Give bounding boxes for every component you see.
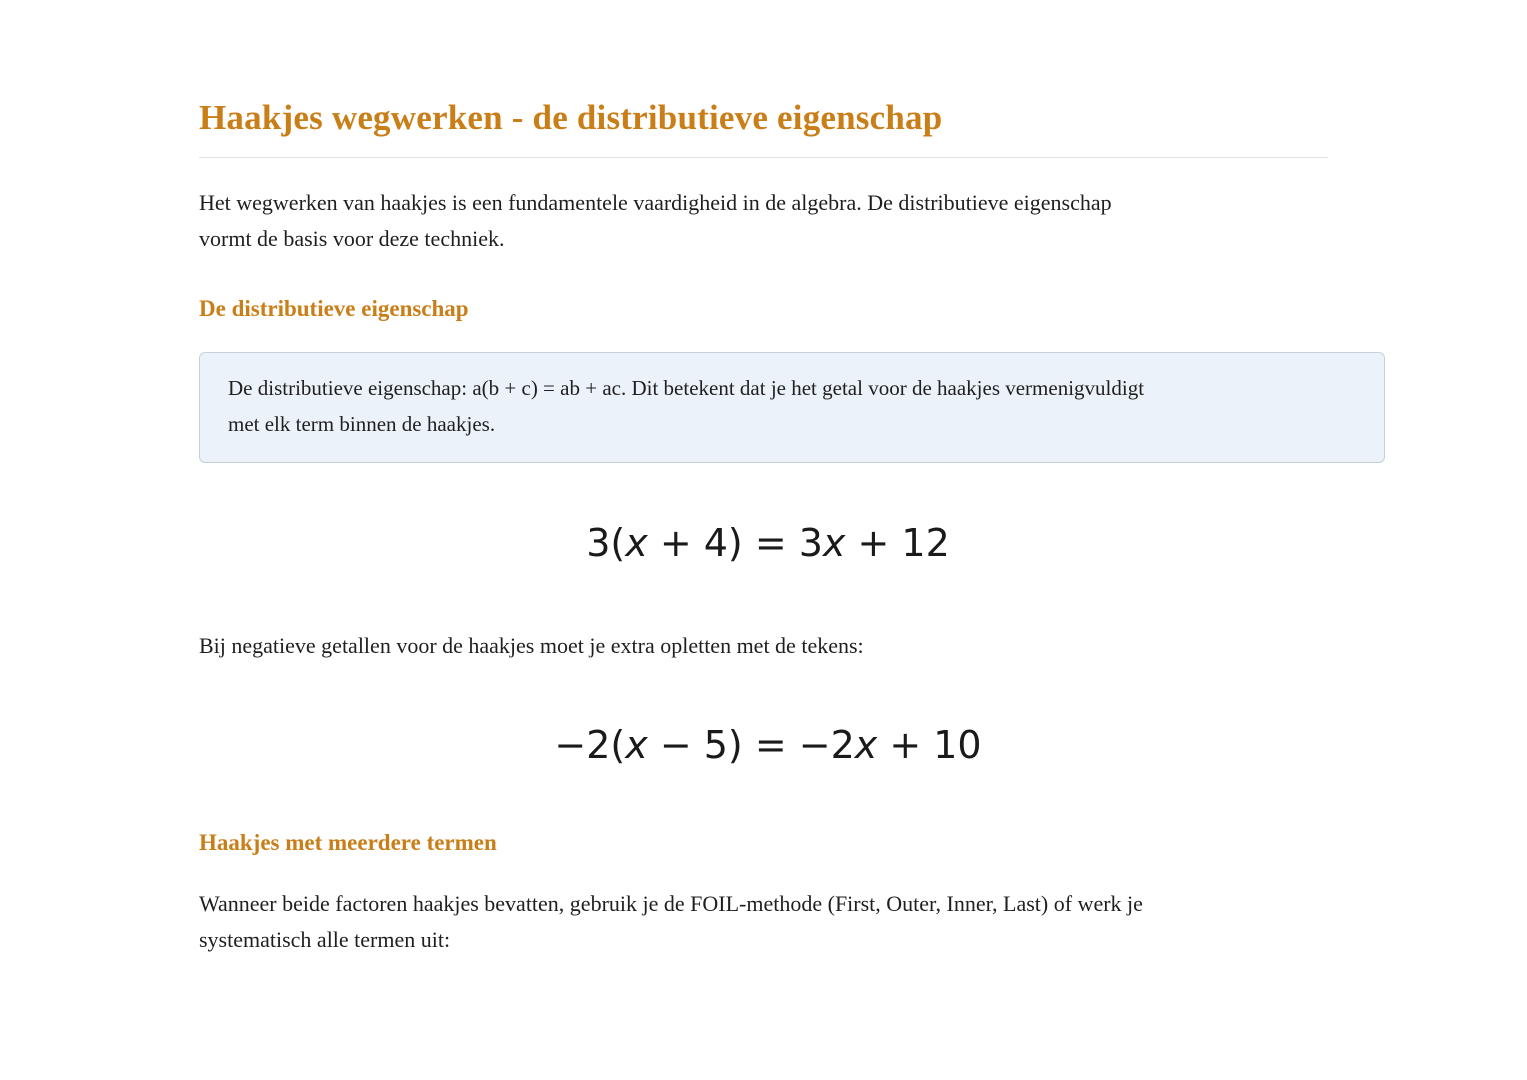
note-line: Bij negatieve getallen voor de haakjes moet je extra opletten met de tekens: — [199, 633, 864, 658]
formula-negative-example: −2(x − 5) = −2x + 10 — [554, 723, 982, 767]
foil-line: Wanneer beide factoren haakjes bevatten, gebruik je de FOIL-methode (First, Outer, Inner, Last) of werk je — [199, 891, 1143, 916]
definition-callout — [199, 352, 1385, 463]
foil-line: systematisch alle termen uit: — [199, 927, 451, 952]
section-heading-distributive: De distributieve eigenschap — [199, 296, 469, 321]
callout-line: De distributieve eigenschap: a(b + c) = ab + ac. Dit betekent dat je het getal voor de haakjes vermenigvuldigt — [228, 376, 1145, 400]
intro-line: vormt de basis voor deze techniek. — [199, 226, 505, 251]
foil-paragraph — [199, 886, 1344, 958]
callout-line: met elk term binnen de haakjes. — [228, 412, 496, 436]
intro-paragraph — [199, 185, 1344, 257]
negative-numbers-note — [199, 628, 1344, 664]
intro-line: Het wegwerken van haakjes is een fundamentele vaardigheid in de algebra. De distributieve eigenschap — [199, 190, 1112, 215]
formula-positive-example: 3(x + 4) = 3x + 12 — [586, 521, 950, 565]
title-divider — [199, 157, 1328, 158]
page-title: Haakjes wegwerken - de distributieve eigenschap — [199, 98, 943, 137]
section-heading-multiple-terms: Haakjes met meerdere termen — [199, 830, 497, 855]
